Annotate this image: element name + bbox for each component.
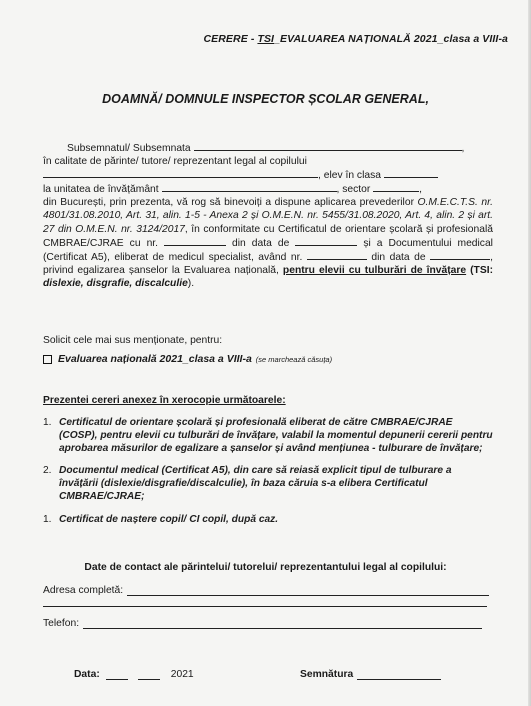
page-title: DOAMNĂ/ DOMNULE INSPECTOR ȘCOLAR GENERAL, <box>102 92 429 106</box>
annex-list <box>43 417 493 537</box>
date-day-field[interactable] <box>106 669 128 680</box>
option-note: (se marchează căsuța) <box>255 354 333 364</box>
request-text: din București, prin prezenta, vă rog să binevoiți a dispune aplicarea prevederilor <box>43 197 418 209</box>
equal-chance-text: , privind egalizarea șanselor la Evaluarea națională, <box>43 251 493 276</box>
certificate-date-label: din data de <box>232 237 290 249</box>
annex-item <box>43 514 493 527</box>
solicit-text: Solicit cele mai sus menționate, pentru: <box>43 335 223 346</box>
body-line-1: Subsemnatul/ Subsemnata , <box>67 143 465 154</box>
annex-number: 1. <box>43 513 52 525</box>
annex-text: Documentul medical (Certificat A5), din care să reiasă explicit tipul de tulburare a învățării (dislexie/disgrafie/discalculie), în baza căruia s-a elibera Certificatul CMBRAE/CJRAE; <box>59 465 452 502</box>
signature-field[interactable] <box>357 669 441 680</box>
tsi-types: dislexie, disgrafie, discalculie <box>43 277 188 289</box>
tsi-open: (TSI: <box>466 264 494 276</box>
annex-number: 1. <box>43 417 52 428</box>
address-label: Adresa completă: <box>43 585 124 596</box>
address-field-line-2[interactable] <box>43 606 487 607</box>
annex-number: 2. <box>43 465 52 477</box>
school-label: la unitatea de învățământ <box>43 184 159 196</box>
address-row <box>43 584 489 596</box>
phone-field[interactable] <box>83 617 482 629</box>
certificate-number-field[interactable] <box>164 236 226 246</box>
tsi-close: ). <box>187 277 195 289</box>
signature-group <box>300 669 441 680</box>
applicant-label: Subsemnatul/ Subsemnata <box>67 143 191 154</box>
guardian-label: în calitate de părinte/ tutore/ reprezentant legal al copilului <box>43 156 307 168</box>
date-group <box>74 669 194 680</box>
body-paragraph <box>43 196 493 290</box>
document-header <box>203 33 508 45</box>
date-month-field[interactable] <box>138 669 160 680</box>
legal-references: O.M.E.C.T.S. nr. 4801/31.08.2010, Art. 31, alin. 1-5 - Anexa 2 și O.M.E.N. nr. 5455/31.08.2020, Art. 4, alin. 2 și art. 27 din O.M.E.N. nr. 3124/2017 <box>43 197 493 235</box>
certificate-text: , în conformitate cu Certificatul de orientare școlară și profesională CMBRAE/CJRAE cu nr. <box>43 223 493 249</box>
annex-title: Prezentei cereri anexez în xerocopie următoarele: <box>43 395 286 406</box>
medical-number-field[interactable] <box>307 250 367 260</box>
medical-doc-text: și a Documentului medical (Certificat A5), eliberat de medicul specialist, având nr. <box>43 237 493 263</box>
header-rest: _EVALUAREA NAȚIONALĂ 2021_clasa a VIII-a <box>274 33 508 45</box>
annex-text: Certificatul de orientare școlară și profesională eliberat de către CMBRAE/CJRAE (COSP), pentru elevii cu tulburări de învățare, valabil la momentul depunerii cererii pentru aprobarea măsurilor de egalizare a șanselor și având mențiunea - tulburare de învățare; <box>59 417 493 454</box>
option-label: Evaluarea națională 2021_clasa a VIII-a <box>58 353 252 365</box>
sector-label: , sector <box>336 184 371 196</box>
address-field[interactable] <box>127 584 489 596</box>
annex-item <box>43 465 493 503</box>
contact-title: Date de contact ale părintelui/ tutorelui/ reprezentantului legal al copilului: <box>84 562 447 573</box>
annex-item <box>43 417 493 455</box>
medical-date-label: din data de <box>371 251 426 263</box>
medical-date-field[interactable] <box>430 250 490 260</box>
annex-text: Certificat de naștere copil/ CI copil, după caz. <box>59 513 279 525</box>
class-field[interactable] <box>384 168 438 178</box>
certificate-date-field[interactable] <box>295 236 357 246</box>
applicant-name-field[interactable] <box>194 141 462 151</box>
school-field[interactable] <box>162 182 337 192</box>
body-line-2 <box>43 155 493 168</box>
body-line-4 <box>43 182 493 196</box>
phone-row <box>43 617 482 629</box>
option-row <box>43 353 332 365</box>
date-year: 2021 <box>170 669 194 680</box>
sector-field[interactable] <box>373 182 419 192</box>
comma: , <box>419 184 423 196</box>
header-tsi: TSI <box>257 33 275 45</box>
header-prefix: CERERE - <box>203 33 258 45</box>
request-body <box>43 141 493 290</box>
body-line-3 <box>43 168 493 182</box>
date-label: Data: <box>74 669 100 680</box>
target-group-text: pentru elevii cu tulburări de învățare <box>282 264 467 276</box>
child-name-field[interactable] <box>43 168 318 178</box>
signature-label: Semnătura <box>300 669 354 680</box>
class-label: , elev în clasa <box>318 170 381 182</box>
option-checkbox[interactable] <box>43 355 52 364</box>
phone-label: Telefon: <box>43 618 80 629</box>
